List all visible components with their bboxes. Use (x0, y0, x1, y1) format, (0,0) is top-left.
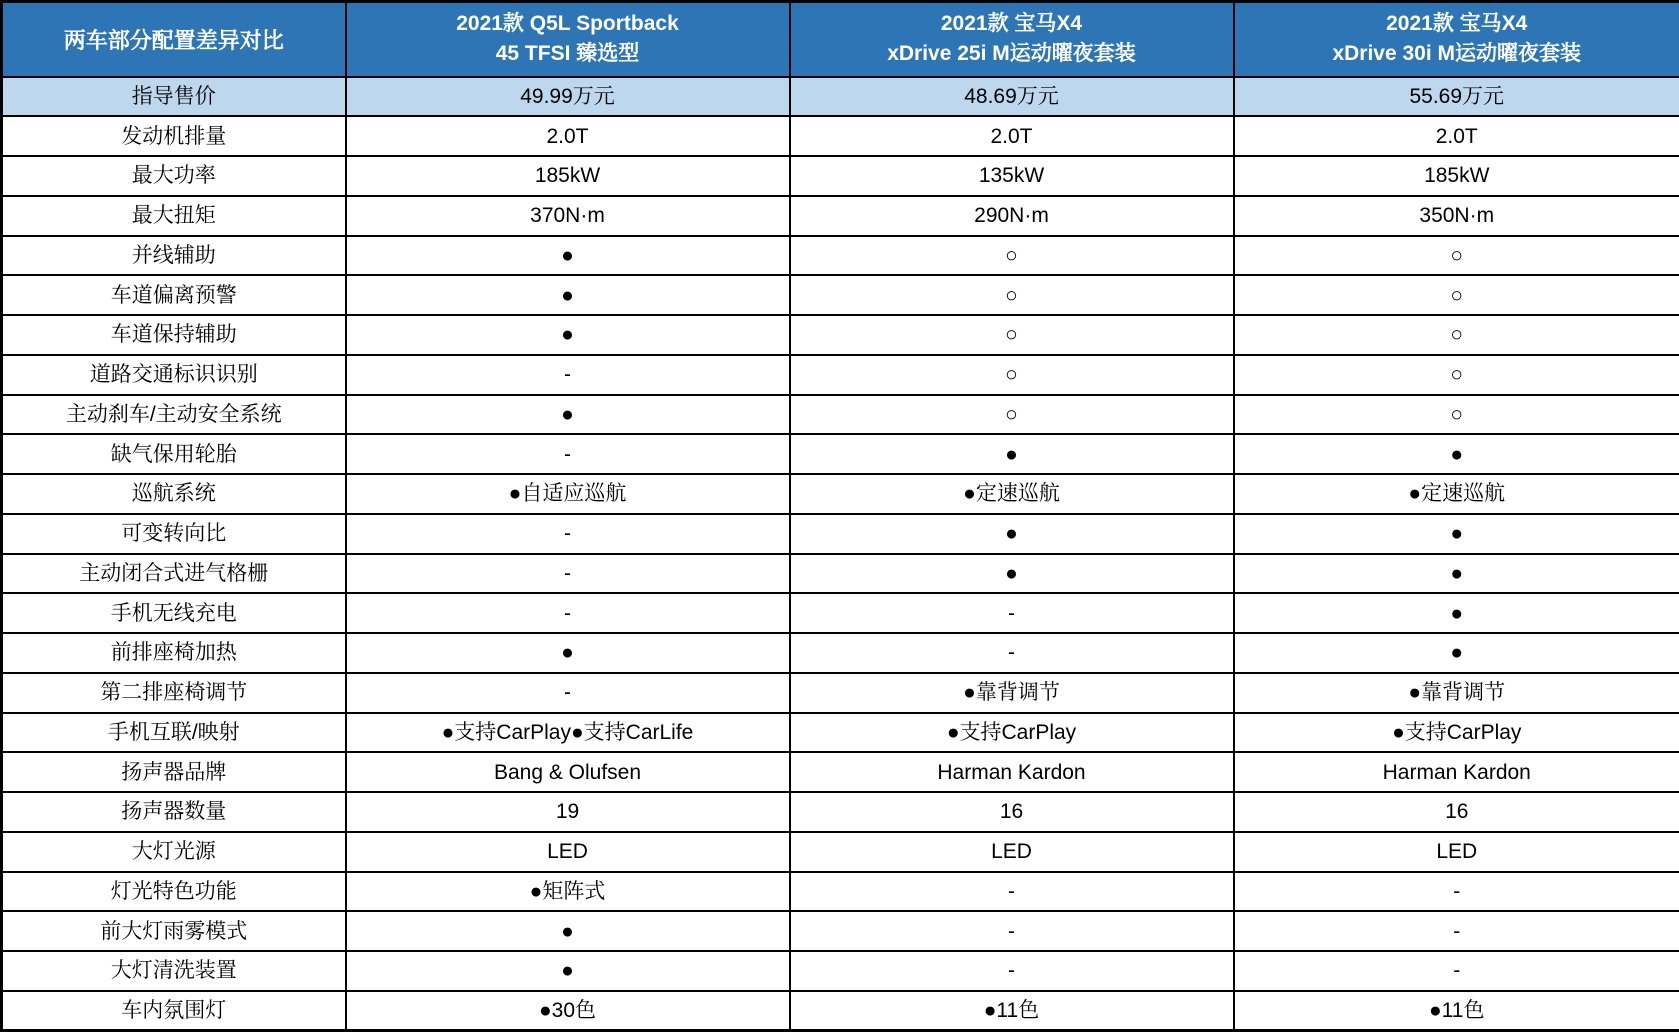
cell-value: 290N·m (790, 196, 1234, 236)
cell-value: ●自适应巡航 (346, 474, 790, 514)
cell-value: 2.0T (346, 116, 790, 156)
cell-value: ● (1234, 554, 1679, 594)
cell-value: LED (1234, 832, 1679, 872)
row-label: 主动闭合式进气格栅 (2, 554, 346, 594)
table-row (2, 395, 1679, 435)
cell-value: - (790, 593, 1234, 633)
cell-value: ○ (1234, 315, 1679, 355)
cell-value: - (346, 593, 790, 633)
row-label: 大灯清洗装置 (2, 951, 346, 991)
cell-value: ● (346, 951, 790, 991)
cell-value: ○ (1234, 275, 1679, 315)
cell-value: ○ (790, 355, 1234, 395)
row-label: 可变转向比 (2, 514, 346, 554)
column-header-trim-line: xDrive 25i M运动曜夜套装 (887, 42, 1136, 66)
table-row (2, 474, 1679, 514)
cell-value: ●11色 (1234, 991, 1679, 1031)
column-header-bmw-x4-25i (790, 2, 1234, 77)
table-row (2, 514, 1679, 554)
column-header-model-line: 2021款 宝马X4 (1386, 12, 1528, 36)
cell-value: - (790, 951, 1234, 991)
header-row (2, 2, 1679, 77)
column-header-model-line: 2021款 宝马X4 (940, 12, 1083, 36)
table-row (2, 633, 1679, 673)
row-label: 最大扭矩 (2, 196, 346, 236)
cell-value: ○ (1234, 395, 1679, 435)
row-label: 大灯光源 (2, 832, 346, 872)
cell-value: ● (1234, 593, 1679, 633)
table-row (2, 434, 1679, 474)
column-header-model-line: 2021款 Q5L Sportback (456, 12, 679, 36)
row-label: 前大灯雨雾模式 (2, 911, 346, 951)
cell-value: ○ (790, 395, 1234, 435)
cell-value: 185kW (346, 156, 790, 196)
table-row (2, 554, 1679, 594)
cell-value: Bang & Olufsen (346, 752, 790, 792)
row-label: 发动机排量 (2, 116, 346, 156)
cell-value: - (346, 434, 790, 474)
cell-value: Harman Kardon (1234, 752, 1679, 792)
cell-value: - (346, 514, 790, 554)
comparison-table-body (2, 77, 1679, 1031)
cell-value: 55.69万元 (1234, 77, 1679, 117)
cell-value: ● (346, 395, 790, 435)
cell-value: ● (346, 236, 790, 276)
table-row (2, 872, 1679, 912)
cell-value: ● (346, 275, 790, 315)
table-row (2, 355, 1679, 395)
row-label: 灯光特色功能 (2, 872, 346, 912)
cell-value: ● (1234, 514, 1679, 554)
row-label: 道路交通标识识别 (2, 355, 346, 395)
cell-value: 16 (1234, 792, 1679, 832)
cell-value: ●支持CarPlay (1234, 713, 1679, 753)
cell-value: 2.0T (1234, 116, 1679, 156)
cell-value: 370N·m (346, 196, 790, 236)
cell-value: ●支持CarPlay●支持CarLife (346, 713, 790, 753)
row-label: 车内氛围灯 (2, 991, 346, 1031)
cell-value: ● (346, 633, 790, 673)
cell-value: 19 (346, 792, 790, 832)
cell-value: ●定速巡航 (790, 474, 1234, 514)
cell-value: LED (790, 832, 1234, 872)
table-title: 两车部分配置差异对比 (2, 2, 346, 77)
table-row (2, 593, 1679, 633)
cell-value: ● (346, 911, 790, 951)
cell-value: 350N·m (1234, 196, 1679, 236)
row-label: 主动刹车/主动安全系统 (2, 395, 346, 435)
table-row (2, 156, 1679, 196)
cell-value: ○ (790, 315, 1234, 355)
table-row (2, 832, 1679, 872)
cell-value: ●定速巡航 (1234, 474, 1679, 514)
row-label: 指导售价 (2, 77, 346, 117)
cell-value: - (1234, 911, 1679, 951)
cell-value: - (790, 911, 1234, 951)
cell-value: ●30色 (346, 991, 790, 1031)
row-label: 前排座椅加热 (2, 633, 346, 673)
table-row (2, 673, 1679, 713)
row-label: 巡航系统 (2, 474, 346, 514)
cell-value: 16 (790, 792, 1234, 832)
table-row (2, 77, 1679, 117)
row-label: 车道偏离预警 (2, 275, 346, 315)
cell-value: ○ (790, 236, 1234, 276)
cell-value: ●靠背调节 (1234, 673, 1679, 713)
cell-value: ○ (1234, 236, 1679, 276)
table-row (2, 236, 1679, 276)
row-label: 手机无线充电 (2, 593, 346, 633)
cell-value: 49.99万元 (346, 77, 790, 117)
cell-value: ● (790, 514, 1234, 554)
row-label: 并线辅助 (2, 236, 346, 276)
cell-value: ● (790, 434, 1234, 474)
cell-value: - (790, 872, 1234, 912)
cell-value: - (346, 673, 790, 713)
cell-value: - (346, 355, 790, 395)
cell-value: 135kW (790, 156, 1234, 196)
table-row (2, 315, 1679, 355)
row-label: 最大功率 (2, 156, 346, 196)
cell-value: - (346, 554, 790, 594)
cell-value: 2.0T (790, 116, 1234, 156)
table-header (2, 2, 1679, 77)
cell-value: 185kW (1234, 156, 1679, 196)
table-row (2, 951, 1679, 991)
table-row (2, 116, 1679, 156)
cell-value: - (1234, 951, 1679, 991)
table-row (2, 196, 1679, 236)
column-header-audi-q5l (346, 2, 790, 77)
table-row (2, 792, 1679, 832)
row-label: 扬声器数量 (2, 792, 346, 832)
cell-value: ○ (790, 275, 1234, 315)
cell-value: ● (790, 554, 1234, 594)
table-row (2, 713, 1679, 753)
column-header-trim-line: xDrive 30i M运动曜夜套装 (1332, 42, 1582, 66)
row-label: 车道保持辅助 (2, 315, 346, 355)
row-label: 缺气保用轮胎 (2, 434, 346, 474)
cell-value: LED (346, 832, 790, 872)
row-label: 扬声器品牌 (2, 752, 346, 792)
row-label: 第二排座椅调节 (2, 673, 346, 713)
cell-value: ● (1234, 434, 1679, 474)
row-label: 手机互联/映射 (2, 713, 346, 753)
cell-value: - (790, 633, 1234, 673)
column-header-bmw-x4-30i (1234, 2, 1679, 77)
cell-value: ●靠背调节 (790, 673, 1234, 713)
cell-value: ● (346, 315, 790, 355)
column-header-trim-line: 45 TFSI 臻选型 (495, 42, 640, 66)
table-row (2, 275, 1679, 315)
cell-value: ●支持CarPlay (790, 713, 1234, 753)
table-row (2, 752, 1679, 792)
cell-value: ○ (1234, 355, 1679, 395)
cell-value: ●11色 (790, 991, 1234, 1031)
cell-value: - (1234, 872, 1679, 912)
cell-value: 48.69万元 (790, 77, 1234, 117)
cell-value: Harman Kardon (790, 752, 1234, 792)
cell-value: ● (1234, 633, 1679, 673)
cell-value: ●矩阵式 (346, 872, 790, 912)
table-row (2, 991, 1679, 1031)
table-row (2, 911, 1679, 951)
